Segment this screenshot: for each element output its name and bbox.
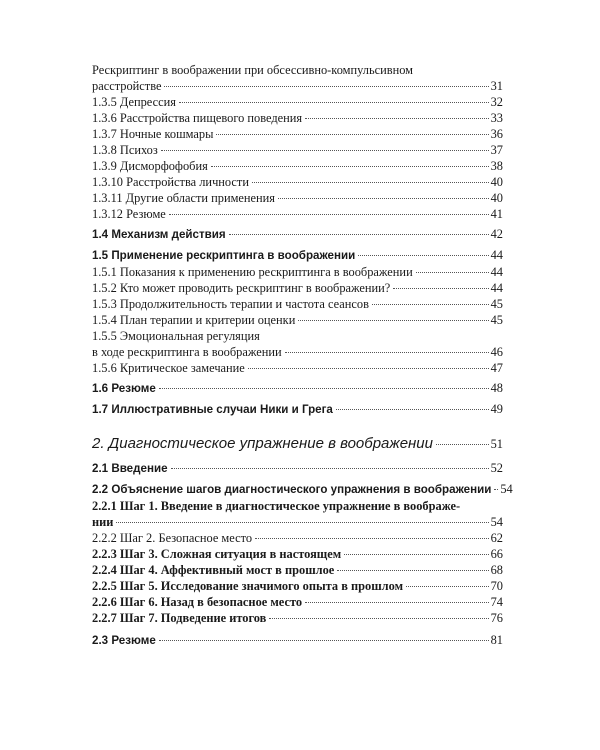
toc-page-number: 44 bbox=[490, 281, 503, 295]
dot-leader bbox=[216, 134, 488, 135]
toc-entry[interactable] bbox=[92, 360, 503, 376]
dot-leader bbox=[171, 468, 489, 469]
toc-page-number: 68 bbox=[490, 563, 503, 577]
toc-page-number: 74 bbox=[490, 595, 503, 609]
toc-entry[interactable] bbox=[92, 62, 503, 94]
dot-leader bbox=[211, 166, 489, 167]
dot-leader bbox=[337, 570, 488, 571]
toc-entry-title: нии bbox=[92, 515, 114, 529]
dot-leader bbox=[278, 198, 489, 199]
toc-page-number: 37 bbox=[490, 143, 503, 157]
toc-page-number: 76 bbox=[490, 611, 503, 625]
dot-leader bbox=[179, 102, 489, 103]
toc-entry[interactable] bbox=[92, 94, 503, 110]
dot-leader bbox=[372, 304, 489, 305]
toc-entry-title: 1.3.5 Депрессия bbox=[92, 95, 176, 109]
toc-entry[interactable] bbox=[92, 546, 503, 562]
toc-entry-title: расстройстве bbox=[92, 79, 162, 93]
toc-page-number: 45 bbox=[490, 313, 503, 327]
dot-leader bbox=[161, 150, 489, 151]
toc-entry[interactable] bbox=[92, 434, 503, 454]
toc-entry-title: 1.3.8 Психоз bbox=[92, 143, 158, 157]
toc-entry[interactable] bbox=[92, 226, 503, 243]
dot-leader bbox=[344, 554, 488, 555]
toc-entry-title: 1.3.7 Ночные кошмары bbox=[92, 127, 214, 141]
dot-leader bbox=[229, 234, 489, 235]
toc-entry[interactable] bbox=[92, 280, 503, 296]
toc-entry-title: 1.5.6 Критическое замечание bbox=[92, 361, 245, 375]
toc-page-number: 33 bbox=[490, 111, 503, 125]
toc-entry[interactable] bbox=[92, 126, 503, 142]
toc-page-number: 62 bbox=[490, 531, 503, 545]
toc-page-number: 31 bbox=[490, 79, 503, 93]
toc-entry-title: 1.3.12 Резюме bbox=[92, 207, 166, 221]
toc-entry-title: 2. Диагностическое упражнение в воображении bbox=[92, 435, 433, 452]
toc-entry[interactable] bbox=[92, 610, 503, 626]
toc-entry-title: 2.2.6 Шаг 6. Назад в безопасное место bbox=[92, 595, 303, 609]
toc-entry[interactable] bbox=[92, 460, 503, 477]
toc-entry-title: 2.2.5 Шаг 5. Исследование значимого опыта в прошлом bbox=[92, 579, 404, 593]
toc-page-number: 70 bbox=[490, 579, 503, 593]
toc-entry-title: 2.2.7 Шаг 7. Подведение итогов bbox=[92, 611, 267, 625]
dot-leader bbox=[298, 320, 488, 321]
toc-entry[interactable] bbox=[92, 247, 503, 264]
toc-page-number: 81 bbox=[490, 633, 503, 647]
toc-entry-title: 1.6 Резюме bbox=[92, 382, 156, 395]
toc-entry[interactable] bbox=[92, 578, 503, 594]
toc-page-number: 51 bbox=[490, 437, 503, 451]
toc-entry-title: 2.2.4 Шаг 4. Аффективный мост в прошлое bbox=[92, 563, 335, 577]
toc-page-number: 42 bbox=[490, 227, 503, 241]
dot-leader bbox=[116, 522, 488, 523]
toc-entry-title: 1.7 Иллюстративные случаи Ники и Грега bbox=[92, 403, 333, 416]
toc-entry-title: 1.5.2 Кто может проводить рескриптинг в воображении? bbox=[92, 281, 391, 295]
toc-entry[interactable] bbox=[92, 481, 513, 498]
toc-entry[interactable] bbox=[92, 158, 503, 174]
toc-entry[interactable] bbox=[92, 190, 503, 206]
toc-page-number: 36 bbox=[490, 127, 503, 141]
toc-page-number: 49 bbox=[490, 402, 503, 416]
dot-leader bbox=[436, 444, 489, 445]
toc-page-number: 66 bbox=[490, 547, 503, 561]
dot-leader bbox=[393, 288, 488, 289]
toc-entry-title-line: Рескриптинг в воображении при обсессивно-компульсивном bbox=[92, 63, 414, 77]
toc-entry-title: 1.3.9 Дисморфофобия bbox=[92, 159, 208, 173]
toc-entry-title: 1.5 Применение рескриптинга в воображении bbox=[92, 249, 356, 262]
toc-page-number: 38 bbox=[490, 159, 503, 173]
dot-leader bbox=[252, 182, 489, 183]
toc-entry-title: 1.5.1 Показания к применению рескриптинга в воображении bbox=[92, 265, 413, 279]
toc-page-number: 40 bbox=[490, 191, 503, 205]
toc-page-number: 46 bbox=[490, 345, 503, 359]
toc-entry[interactable] bbox=[92, 206, 503, 222]
toc-page-number: 41 bbox=[490, 207, 503, 221]
toc-page-number: 48 bbox=[490, 381, 503, 395]
dot-leader bbox=[248, 368, 489, 369]
toc-entry-title: 2.1 Введение bbox=[92, 462, 168, 475]
dot-leader bbox=[416, 272, 489, 273]
toc-entry[interactable] bbox=[92, 328, 503, 360]
toc-entry[interactable] bbox=[92, 110, 503, 126]
dot-leader bbox=[336, 409, 489, 410]
toc-entry-title: 2.3 Резюме bbox=[92, 634, 156, 647]
toc-page-number: 40 bbox=[490, 175, 503, 189]
toc-page-number: 47 bbox=[490, 361, 503, 375]
toc-entry-title-line: 2.2.1 Шаг 1. Введение в диагностическое упражнение в воображе- bbox=[92, 499, 461, 513]
toc-entry[interactable] bbox=[92, 401, 503, 418]
toc-entry[interactable] bbox=[92, 142, 503, 158]
toc-page-number: 44 bbox=[490, 265, 503, 279]
toc-entry[interactable] bbox=[92, 632, 503, 649]
toc-entry[interactable] bbox=[92, 264, 503, 280]
table-of-contents bbox=[92, 62, 513, 649]
toc-entry-title: 1.4 Механизм действия bbox=[92, 228, 226, 241]
toc-entry-title: 1.3.6 Расстройства пищевого поведения bbox=[92, 111, 303, 125]
toc-entry[interactable] bbox=[92, 498, 503, 530]
dot-leader bbox=[164, 86, 488, 87]
toc-entry-title: в ходе рескриптинга в воображении bbox=[92, 345, 282, 359]
dot-leader bbox=[169, 214, 489, 215]
toc-entry-title: 1.3.11 Другие области применения bbox=[92, 191, 276, 205]
toc-entry-title: 1.3.10 Расстройства личности bbox=[92, 175, 249, 189]
dot-leader bbox=[406, 586, 489, 587]
dot-leader bbox=[305, 118, 489, 119]
toc-entry[interactable] bbox=[92, 530, 503, 546]
dot-leader bbox=[255, 538, 489, 539]
dot-leader bbox=[159, 640, 489, 641]
toc-entry-title: 1.5.3 Продолжительность терапии и частота сеансов bbox=[92, 297, 369, 311]
dot-leader bbox=[358, 255, 488, 256]
toc-page-number: 45 bbox=[490, 297, 503, 311]
toc-entry-title: 1.5.4 План терапии и критерии оценки bbox=[92, 313, 296, 327]
toc-entry-title-line: 1.5.5 Эмоциональная регуляция bbox=[92, 329, 260, 343]
toc-page-number: 54 bbox=[500, 482, 513, 496]
toc-entry-title: 2.2.3 Шаг 3. Сложная ситуация в настоящем bbox=[92, 547, 342, 561]
toc-entry[interactable] bbox=[92, 594, 503, 610]
dot-leader bbox=[494, 489, 498, 490]
dot-leader bbox=[285, 352, 489, 353]
toc-page-number: 44 bbox=[490, 248, 503, 262]
toc-entry[interactable] bbox=[92, 296, 503, 312]
toc-page-number: 54 bbox=[490, 515, 503, 529]
toc-entry[interactable] bbox=[92, 174, 503, 190]
toc-entry[interactable] bbox=[92, 562, 503, 578]
dot-leader bbox=[305, 602, 489, 603]
toc-entry[interactable] bbox=[92, 312, 503, 328]
dot-leader bbox=[269, 618, 488, 619]
dot-leader bbox=[159, 388, 489, 389]
toc-entry-title: 2.2.2 Шаг 2. Безопасное место bbox=[92, 531, 253, 545]
toc-entry[interactable] bbox=[92, 380, 503, 397]
toc-page-number: 52 bbox=[490, 461, 503, 475]
toc-entry-title: 2.2 Объяснение шагов диагностического упражнения в воображении bbox=[92, 483, 492, 496]
toc-page-number: 32 bbox=[490, 95, 503, 109]
